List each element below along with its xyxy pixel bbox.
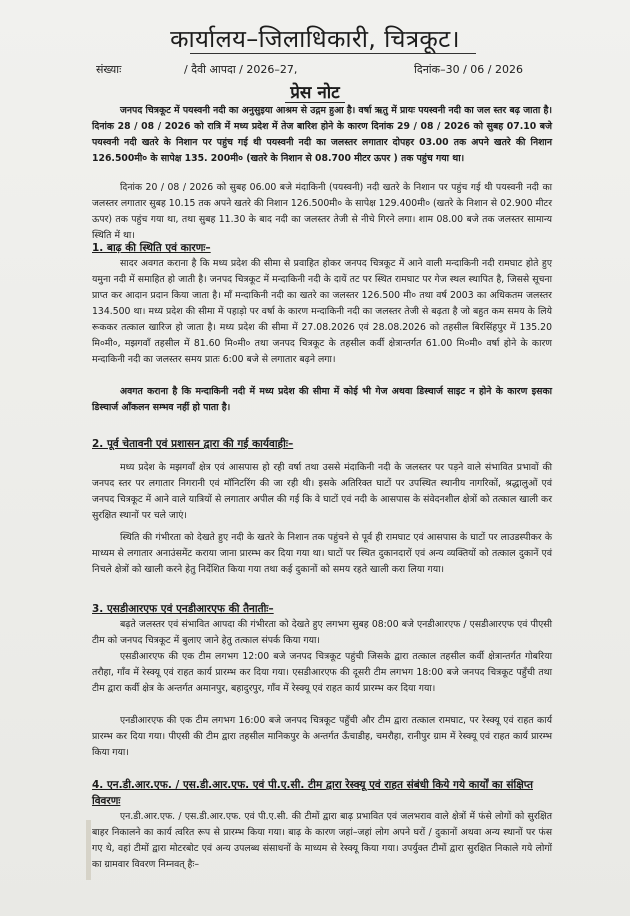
section-1-paragraph-2: अवगत कराना है कि मन्दाकिनी नदी में मध्य प्रदेश की सीमा में कोई भी गेज अथवा डिस्चार्ज साइट न होने के कारण इसका डिस्चार्ज आँकलन सम्भव नहीं हो पाता है। — [92, 386, 552, 413]
section-1-heading: 1. बाढ़ की स्थिति एवं कारणः– — [92, 242, 211, 254]
document-date: दिनांक–30 / 06 / 2026 — [414, 63, 523, 76]
section-2-paragraph-2: स्थिति की गंभीरता को देखते हुए नदी के खतरे के निशान तक पहुंचने से पूर्व ही रामघाट एवं आसपास के घाटों पर लाउडस्पीकर के माध्यम से लगातार अनाउंसमेंट कराया जाना प्रारम्भ कर दिया गया था। घाटों पर स्थित दुकानदारों एवं अन्य व्यक्तियों को तत्काल दुकानें एवं निचले क्षेत्रों को खाली करने हेतु निर्देशित किया गया तथा कई दुकानों को समय रहते खाली करा लिया गया। — [92, 532, 552, 575]
ref-label: संख्याः — [96, 63, 122, 76]
section-3-paragraph-3: एनडीआरएफ की एक टीम लगभग 16:00 बजे जनपद चित्रकूट पहुँची और टीम द्वारा तत्काल रामघाट, पर रेस्क्यू एवं राहत कार्य प्रारम्भ कर दिया गया। पीएसी की टीम द्वारा तहसील मानिकपुर के अन्तर्गत ऊँचाडीह, चमरौहा, रानीपुर ग्राम में रेस्क्यू एवं राहत कार्य प्रारम्भ किया गया। — [92, 715, 552, 758]
intro-paragraph-2: दिनांक 20 / 08 / 2026 को सुबह 06.00 बजे मंदाकिनी (पयस्वनी) नदी खतरे के निशान पर पहुंच गई थी पयस्वनी नदी का जलस्तर लगातार सुबह 10.15 तक अपने खतरे की निशान 126.500मी० के सापेक्ष 129.400मी० (खतरे के निशान से 02.900 मीटर ऊपर) तक पहुंच गया था, तथा सुबह 11.30 के बाद नदी का जलस्तर तेजी से नीचे गिरने लगा। शाम 08.00 बजे तक जलस्तर सामान्य स्थिति में था। — [92, 182, 552, 241]
document-type-heading: प्रेस नोट — [290, 83, 340, 103]
section-3-heading: 3. एसडीआरएफ एवं एनडीआरएफ की तैनातीः– — [92, 603, 274, 615]
title-underline — [190, 53, 476, 54]
ref-number: / दैवी आपदा / 2026–27, — [184, 63, 298, 76]
section-3-paragraph-2: एसडीआरएफ की एक टीम लगभग 12:00 बजे जनपद चित्रकूट पहुंची जिसके द्वारा तत्काल तहसील कर्वी क्षेत्रान्तर्गत गोबरिया तरौहा, गाँव में रेस्क्यू एवं राहत कार्य प्रारम्भ कर दिया गया। एसडीआरएफ की दूसरी टीम लगभग 18:00 बजे जनपद चित्रकूट पहुँची तथा टीम द्वारा कर्वी क्षेत्र के अन्तर्गत अमानपुर, बहादुरपुर, गाँव में रेस्क्यू एवं राहत कार्य प्रारम्भ कर दिया गया। — [92, 651, 552, 694]
section-2-heading: 2. पूर्व चेतावनी एवं प्रशासन द्वारा की गई कार्यवाहीः– — [92, 438, 294, 450]
margin-shadow — [86, 820, 91, 880]
intro-paragraph-1: जनपद चित्रकूट में पयस्वनी नदी का अनुसुइया आश्रम से उद्गम हुआ है। वर्षा ऋतु में प्रायः पयस्वनी नदी का जल स्तर बढ़ जाता है। दिनांक 28 / 08 / 2026 को रात्रि में मध्य प्रदेश में तेज बारिश होने के कारण दिनांक 29 / 08 / 2026 को सुबह 07.10 बजे पयस्वनी नदी खतरे के निशान पर पहुंच गई थी पयस्वनी नदी का जलस्तर लगातार दोपहर 03.00 तक अपने खतरे की निशान 126.500मी० के सापेक्ष 135. 200मी० (खतरे के निशान से 08.700 मीटर ऊपर ) तक पहुंच गया था। — [92, 105, 552, 164]
section-2-paragraph-1: मध्य प्रदेश के मझगवाँ क्षेत्र एवं आसपास हो रही वर्षा तथा उससे मंदाकिनी नदी के जलस्तर पर पड़ने वाले संभावित प्रभावों की जनपद स्तर पर लगातार निगरानी एवं मॉनिटरिंग की जा रही थी। इसके अतिरिक्त घाटों पर उपस्थित स्थानीय नागरिकों, श्रद्धालुओं एवं जनपद चित्रकूट में आने वाले यात्रियों से लगातार अपील की गई कि वे घाटों एवं नदी के आसपास के संवेदनशील क्षेत्रों को तत्काल खाली कर सुरक्षित स्थानों पर चले जाएं। — [92, 462, 552, 521]
office-title: कार्यालय–जिलाधिकारी, चित्रकूट। — [170, 25, 460, 53]
section-3-paragraph-1: बढ़ते जलस्तर एवं संभावित आपदा की गंभीरता को देखते हुए लगभग सुबह 08:00 बजे एनडीआरएफ / एसडीआरएफ एवं पीएसी टीम को जनपद चित्रकूट में बुलाए जाने हेतु तत्काल संपर्क किया गया। — [92, 619, 552, 646]
section-1-paragraph-1: सादर अवगत कराना है कि मध्य प्रदेश की सीमा से प्रवाहित होकर जनपद चित्रकूट में आने वाली मन्दाकिनी नदी रामघाट होते हुए यमुना नदी में समाहित हो जाती है। जनपद चित्रकूट में मन्दाकिनी नदी के दायें तट पर स्थित रामघाट पर गेज स्थल स्थापित है, जिससे सूचना प्राप्त कर आदान प्रदान किया जाता है। माँ मन्दाकिनी नदी का खतरे का जलस्तर 126.500 मी० तथा वर्ष 2003 का अधिकतम जलस्तर 134.500 था। मध्य प्रदेश की सीमा में पहाड़ो पर वर्षा के कारण मन्दाकिनी नदी का जलस्तर तेजी से बढ़ता है जो बहुत कम समय के लिये रूककर तत्काल खारिज हो जाता है। मध्य प्रदेश की सीमा में 27.08.2026 एवं 28.08.2026 को तहसील बिरसिंहपुर में 135.20 मि०मी०, मझगवाँ तहसील में 81.60 मि०मी० तथा जनपद चित्रकूट के तहसील कर्वी क्षेत्रान्तर्गत 61.00 मि०मी० वर्षा होने के कारण मन्दाकिनी नदी का जलस्तर समय प्रातः 6:00 बजे से लगातार बढ़ने लगा। — [92, 258, 552, 365]
section-4-heading: 4. एन.डी.आर.एफ. / एस.डी.आर.एफ. एवं पी.ए.सी. टीम द्वारा रेस्क्यू एवं राहत संबंधी किये गये कार्यों का संक्षिप्त विवरणः — [92, 779, 533, 807]
section-4-paragraph-1: एन.डी.आर.एफ. / एस.डी.आर.एफ. एवं पी.ए.सी. की टीमों द्वारा बाढ़ प्रभावित एवं जलभराव वाले क्षेत्रों में फंसे लोगों को सुरक्षित बाहर निकालने का कार्य त्वरित रूप से प्रारम्भ किया गया। बाढ़ के कारण जहां–जहां लोग अपने घरों / दुकानों अथवा अन्य स्थानों पर फंस गए थे, वहां टीमों द्वारा मोटरबोट एवं अन्य उपलब्ध संसाधनों के माध्यम से रेस्क्यू किया गया। उपर्युक्त टीमों द्वारा सुरक्षित निकाले गये लोगों का ग्रामवार विवरण निम्नवत् हैः– — [92, 811, 552, 870]
